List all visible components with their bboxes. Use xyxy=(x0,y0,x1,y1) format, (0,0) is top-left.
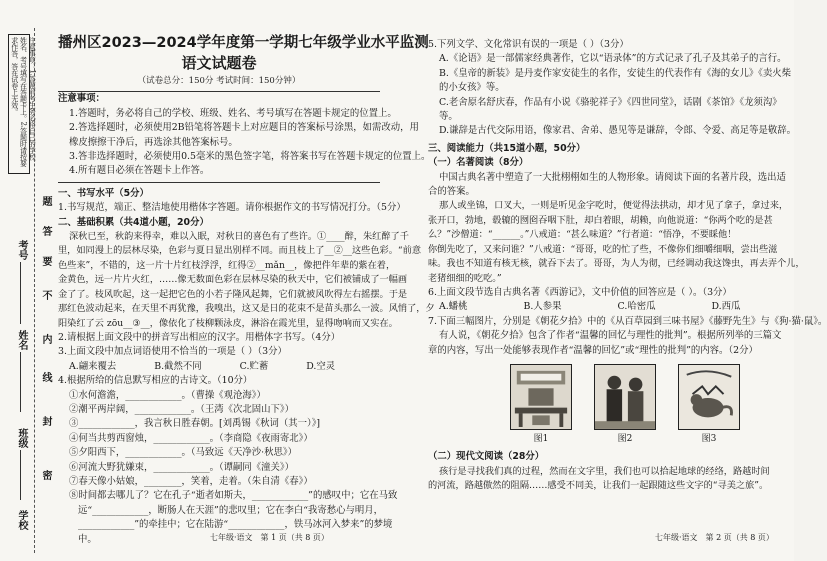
figure-2 xyxy=(594,364,656,446)
poem-item: 中。 xyxy=(78,533,97,545)
notice-box xyxy=(8,34,37,174)
q3-options xyxy=(58,360,380,374)
option: C.贮蓄 xyxy=(239,360,269,372)
seal-char: 线 xyxy=(40,372,51,382)
question-1: 1.书写规范，端正、整洁地使用楷体字答题。请你根据作文的书写情况打分。（5分） xyxy=(58,202,406,214)
poem-item: ____________”的牵挂中；它在陆游“____________，铁马冰河入梦来”的梦境 xyxy=(78,519,393,531)
poem-item: ⑤夕阳西下，____________。（马致远《天净沙·秋思》） xyxy=(69,447,297,459)
subsection-heading: （二）现代文阅读（28分） xyxy=(428,451,545,463)
modern-text-line: 的河流，路越傲然的阻隔……感受不同美，让我们一起跟随这些文字的“寻美之旅”。 xyxy=(428,480,769,492)
notice-text: 注意事项：1.答题前考生务必将自己的学校、姓名、考号填写在答题卡上。2.答题时请按要求作答，答在试卷上无效。 xyxy=(10,37,37,167)
option: A.翩来覆去 xyxy=(69,360,117,372)
figure-caption: 图1 xyxy=(533,433,549,444)
poem-item: ①水何澹澹，____________。（曹操《观沧海》） xyxy=(69,389,266,401)
option: C.哈密瓜 xyxy=(617,301,656,313)
note-item: 3.答非选择题时，必须使用0.5毫米的黑色签字笔，将答案书写在答题卡规定的位置上。 xyxy=(69,151,431,163)
page-footer-right: 七年级·语文 第 2 页（共 8 页） xyxy=(655,533,774,542)
question-3: 3.上面文段中加点词语使用不恰当的一项是（ ）（3分） xyxy=(58,346,287,358)
seal-char: 内 xyxy=(40,334,51,344)
passage-line: 金了了。枝风吹起，这一起把它色的小若子隆风起舞，它们就被风吹得左右摇摆。于是 xyxy=(58,288,408,300)
cut-line xyxy=(34,28,35,553)
right-column xyxy=(428,38,827,494)
passage-line: 色些来”，不错的，这一片十片红枝浮浮，红得②__mǎn__，像把件年辈的紫在着， xyxy=(58,259,396,271)
poem-item: ⑥河流大野犹嫌束，____________。（谭嗣同《潼关》） xyxy=(69,461,294,473)
poem-item: ⑦春天像小姑娘，________，笑着，走着。（朱自清《春》） xyxy=(69,475,313,487)
option: 等。 xyxy=(439,111,458,123)
figure-3 xyxy=(678,364,740,446)
notes-heading: 注意事项： xyxy=(58,93,105,105)
binding-strip xyxy=(0,0,56,561)
note-item: 1.答题时，务必将自己的学校、班级、姓名、考号填写在答题卡规定的位置上。 xyxy=(69,107,397,119)
passage-line: 金黄色，远一片片火红，……像无数面色彩在层林尽染的秋天中，它们被铺成了一幅画 xyxy=(58,274,408,286)
note-item: 2.答选择题时，必须使用2B铅笔将答题卡上对应题目的答案标号涂黑，如需改动，用 xyxy=(69,122,419,134)
figures-illustration xyxy=(594,364,656,430)
exam-name: 语文试题卷 xyxy=(181,54,257,72)
page-footer-left: 七年级·语文 第 1 页（共 8 页） xyxy=(210,533,329,542)
class-label: 班级 xyxy=(16,428,27,448)
figure-1 xyxy=(510,364,572,446)
section-heading: 一、书写水平（5分） xyxy=(58,187,149,199)
excerpt-line: 味。我也不知道有核无核，就吞下去了。哥哥，为人为彻，已经调动我这馋虫，再去弄个儿， xyxy=(428,258,805,270)
seal-char: 题 xyxy=(40,196,51,206)
seal-char: 答 xyxy=(40,226,51,236)
excerpt-line: 你倒先吃了，又来问谁？”八戒道：“哥哥，吃的忙了些，不像你们细嚼细咽，尝出些滋 xyxy=(428,243,778,255)
option: D.空灵 xyxy=(306,360,336,372)
excerpt-line: 么？”沙僧道：“______。”八戒道：“甚么味道？”行者道：“悟净，不要睬他！ xyxy=(428,229,737,241)
intro-line: 中国古典名著中塑造了一大批栩栩如生的人物形象。请阅读下面的名著片段，选出适 xyxy=(439,171,786,183)
figure-caption: 图3 xyxy=(701,433,717,444)
option: 的小女孩》等。 xyxy=(439,82,505,94)
question-5: 5.下列文学、文化常识有误的一项是（ ）（3分） xyxy=(428,39,629,50)
name-line xyxy=(20,352,21,412)
excerpt-line: 张开口，勃地，毂辘的囫囵吞咽下肚，却白着眼，胡赖，向他说道：“你两个吃的是甚 xyxy=(428,214,773,226)
exam-meta: （试卷总分：150分 考试时间：150分钟） xyxy=(137,76,301,86)
q6-options xyxy=(428,300,774,314)
question-7-line: 章的内容，写出一处能够表现作者“温馨的回忆”或“理性的批判”的内容。（2分） xyxy=(428,344,758,356)
figure-row xyxy=(510,364,774,446)
passage-line: 那红色波动起来，在天里不再犹豫，我嗅出，这又是日的花束不是苗头那么一波。风悄了，夕 xyxy=(58,303,435,315)
seal-char: 要 xyxy=(40,256,51,266)
passage-line: 里，如同漫上的层林尽染，色彩与夏日显出别样不同。而且枝上了__②__这些色彩。“前意 xyxy=(58,245,422,257)
name-label: 姓名 xyxy=(16,330,27,350)
question-4: 4.根据所给的信息默写相应的古诗文。（10分） xyxy=(58,375,253,387)
note-item: 橡皮擦擦干净后，再选涂其他答案标号。 xyxy=(69,136,238,148)
question-7-line: 有人说，《朝花夕拾》包含了作者“温馨的回忆与理性的批判”。根据所列举的三篇文 xyxy=(439,330,782,342)
seal-char: 密 xyxy=(40,470,51,480)
class-line xyxy=(20,450,21,500)
option: D.谦辞是古代交际用语，像家君、舍弟、愚见等是谦辞，令郎、令爱、高足等是敬辞。 xyxy=(439,125,797,137)
poem-item: ②潮平两岸阔，____________。（王湾《次北固山下》） xyxy=(69,403,294,415)
option: A.《论语》是一部儒家经典著作，它以“语录体”的方式记录了孔子及其弟子的言行。 xyxy=(439,53,787,65)
exam-title: 播州区2023—2024学年度第一学期七年级学业水平监测 xyxy=(58,35,429,51)
option: B.人参果 xyxy=(523,301,562,313)
option: B.截然不同 xyxy=(154,360,202,372)
subsection-heading: （一）名著阅读（8分） xyxy=(428,157,529,169)
seal-char: 封 xyxy=(40,416,51,426)
school-label: 学校 xyxy=(16,510,27,530)
schoolroom-illustration xyxy=(510,364,572,430)
poem-item: ④何当共剪西窗烛，____________。（李商隐《夜雨寄北》） xyxy=(69,432,313,444)
passage-line: 阳染红了云 zōu__③__，像依化了枝柳颗泳皮，淋浴在霞光里，显得吻响而又实在。 xyxy=(58,317,398,329)
poem-item: ③____________，我言秋日胜春朝。[刘禹锡《秋词（其一）》] xyxy=(69,418,321,430)
passage-line: 深秋已至，秋韵来得幸，难以入眠，对秋日的喜色有了些许。①____醉，朱红醉了千 xyxy=(69,231,409,243)
section-heading: 二、基础积累（共4道小题，20分） xyxy=(58,216,209,228)
left-column xyxy=(58,34,435,547)
intro-line: 合的答案。 xyxy=(428,186,475,198)
note-item: 4.所有题目必须在答题卡上作答。 xyxy=(69,165,210,177)
question-6: 6.上面文段节选自古典名著《西游记》，文中价值的回答应是（ ）。（3分） xyxy=(428,286,732,298)
question-2: 2.请根据上面文段中的拼音写出相应的汉字。用楷体字书写。（4分） xyxy=(58,331,341,343)
question-7: 7.下面三幅图片，分别是《朝花夕拾》中的《从百草园到三味书屋》《藤野先生》与《狗·猫·鼠》。 xyxy=(428,315,827,327)
figure-caption: 图2 xyxy=(617,433,633,444)
poem-item: 远“____________，断肠人在天涯”的悲叹里；它在李白“我寄愁心与明月， xyxy=(78,504,384,516)
exam-number-label: 考号 xyxy=(16,240,27,260)
excerpt-line: 那人或坐锦，口叉大，一则是听见金字吃时，便觉得法拱动，却才见了拿子，拿过来， xyxy=(439,200,789,212)
option: A.蟠桃 xyxy=(439,301,468,313)
divider xyxy=(58,182,380,183)
poem-item: ⑧时间都去哪儿了？它在孔子“逝者如斯夫，____________”的感叹中；它在马致 xyxy=(69,490,398,502)
cat-illustration xyxy=(678,364,740,430)
option: C.老舍原名舒庆春，作品有小说《骆驼祥子》《四世同堂》，话剧《茶馆》《龙须沟》 xyxy=(439,96,782,108)
excerpt-line: 老猪细细的吃吃。” xyxy=(428,272,502,284)
seal-char: 不 xyxy=(40,290,51,300)
modern-text-line: 孩行是寻找我们真的过程，然而在文字里，我们也可以拾起地球的经络，路越时间 xyxy=(439,465,770,477)
exam-number-line xyxy=(20,262,21,324)
section-heading: 三、阅读能力（共15道小题，50分） xyxy=(428,142,586,154)
option: D.西瓜 xyxy=(711,301,741,313)
option: B.《皇帝的新装》是丹麦作家安徒生的名作，安徒生的代表作有《海的女儿》《卖火柴 xyxy=(439,67,792,79)
